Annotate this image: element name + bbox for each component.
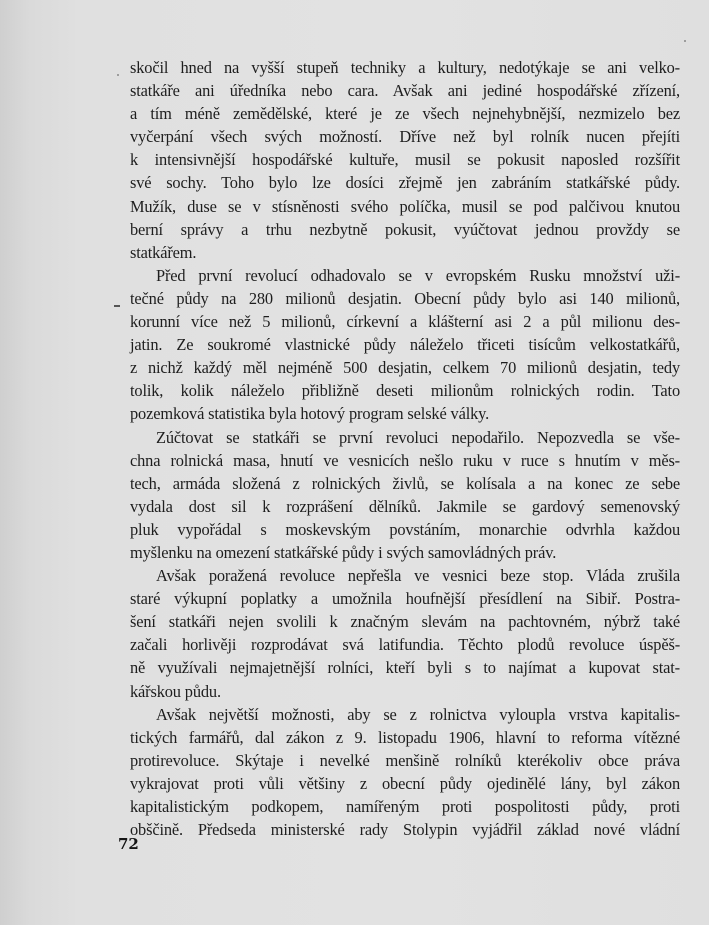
paragraph-start-line: Zúčtovat se statkáři se první revoluci nepodařilo. Nepozvedla se vše- [156,427,680,447]
paragraph-start-line: Avšak největší možnosti, aby se z rolnictva vyloupla vrstva kapitalis- [156,704,680,724]
paragraph-start-line: Před první revolucí odhadovalo se v evropském Rusku množství uži- [156,265,680,285]
text-line: tických farmářů, dal zákon z 9. listopadu 1906, hlavní to reforma vítězné [130,727,680,747]
text-line: vykrajovat proti vůli většiny z obecní půdy ojedinělé lány, byl zákon [130,773,680,793]
text-line: Mužík, duse se v stísněnosti svého políčka, musil se pod palčivou knutou [130,196,680,216]
page-number: 72 [118,835,139,853]
text-line: myšlenku na omezení statkářské půdy i svých samovládných práv. [130,542,557,562]
text-line: berní správy a trhu nezbytně pokusit, vyúčtovat jednou provždy se [130,219,680,239]
text-line: pozemková statistika byla hotový program selské války. [130,404,490,424]
text-line: a tím méně zemědělské, které je ze všech nejnehybnější, nezmizelo bez [130,104,680,124]
text-line: statkáře ani úředníka nebo cara. Avšak ani jediné hospodářské zřízení, [130,81,680,101]
paragraph-start-line: Avšak poražená revoluce nepřešla ve vesnici beze stop. Vláda zrušila [156,566,680,586]
text-line: své sochy. Toho bylo lze dosíci zřejmě jen zabráním statkářské půdy. [130,173,680,193]
text-line: z nichž každý měl nejméně 500 desjatin, celkem 70 milionů desjatin, tedy [130,358,680,378]
text-line: vyčerpání všech svých možností. Dříve než byl rolník nucen přejíti [130,127,680,147]
text-line: korunní více než 5 milionů, církevní a klášterní asi 2 a půl milionu des- [130,312,680,332]
text-line: chna rolnická masa, hnutí ve vesnicích nešlo ruku v ruce s hnutím v měs- [130,450,680,470]
text-line: šení statkáři nejen svolili k značným slevám na pachtovném, nýbrž také [130,612,680,632]
text-line: statkářem. [130,242,197,262]
paper-speck [684,40,686,42]
text-line: k intensivnější hospodářské kultuře, musil se pokusit naposled rozšířit [130,150,680,170]
margin-mark [114,305,120,307]
text-line: kapitalistickým podkopem, namířeným proti pospolitosti půdy, proti [130,797,680,816]
text-line: tech, armáda složená z rolnických živlů, se kolísala a na konec ze sebe [130,473,680,493]
text-line: pluk vypořádal s moskevským povstáním, monarchie odvrhla každou [130,519,680,539]
text-line: vydala dost sil k rozprášení dělníků. Jakmile se gardový semenovský [130,496,680,516]
text-line: skočil hned na vyšší stupeň techniky a kultury, nedotýkaje se ani velko- [130,58,680,77]
text-line: staré výkupní poplatky a umožnila houfnější přesídlení na Sibiř. Postra- [130,589,680,609]
text-line: ně využívali nejmajetnější rolníci, kteří byli s to najímat a kupovat stat- [130,658,680,678]
text-line: protirevoluce. Skýtaje i nevelké menšině rolníků kterékoliv obce práva [130,750,680,770]
text-line: jatin. Ze soukromé vlastnické půdy náleželo třiceti tisícům velkostatkářů, [130,335,680,355]
paper-speck [117,74,119,76]
text-line: začali horlivěji rozprodávat svá latifundia. Těchto plodů revoluce úspěš- [130,635,680,655]
text-line: kářskou půdu. [130,681,221,701]
text-line: tolik, kolik náleželo přibližně deseti milionům rolnických rodin. Tato [130,381,680,401]
text-line: obščině. Předseda ministerské rady Stolypin vyjádřil základ nové vládní [130,820,680,840]
text-line: tečné půdy na 280 milionů desjatin. Obecní půdy bylo asi 140 milionů, [130,288,680,308]
body-text [130,56,680,841]
